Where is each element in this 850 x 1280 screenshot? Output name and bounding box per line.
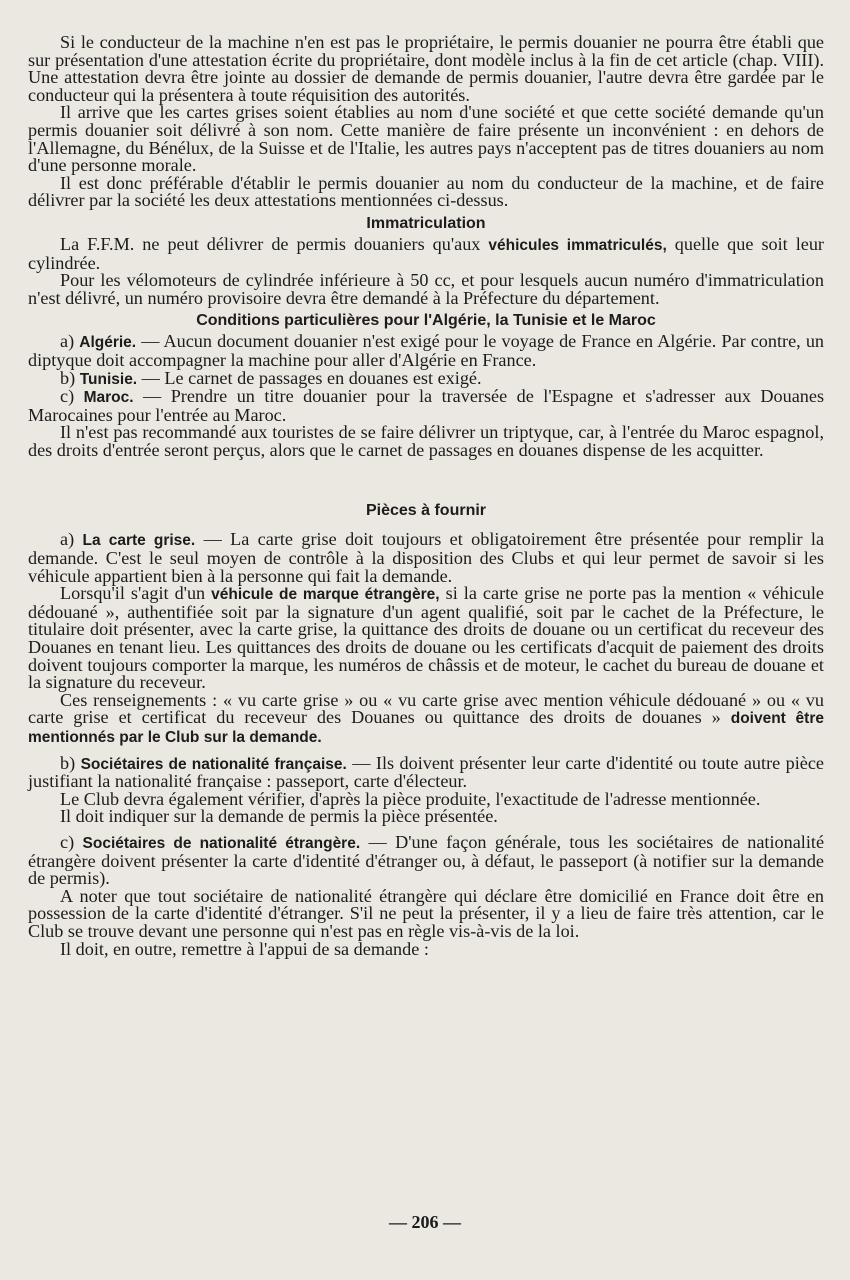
paragraph	[28, 585, 824, 692]
list-item	[28, 752, 824, 792]
paragraph	[28, 689, 824, 747]
item-label: b)	[60, 367, 76, 388]
bold-term: La carte grise.	[82, 532, 196, 550]
list-item	[28, 831, 825, 889]
paragraph: Il n'est pas recommandé aux touristes de se faire délivrer un triptyque, car, à l'entrée du Maroc espagnol, des droits d'entrée seront perçus, alors que le carnet de passages en douanes dispense de les acquitter.	[28, 422, 824, 460]
item-label: b)	[60, 752, 76, 773]
text-run: — La carte grise doit toujours et obligatoirement être présentée pour remplir la demande. C'est le seul moyen de contrôle à la disposition des Clubs et qui leur permet de savoir si les véhicule appartient bien à la personne qui fait la demande.	[28, 529, 825, 586]
bold-term: Sociétaires de nationalité française.	[80, 755, 347, 773]
text-run: La F.F.M. ne peut délivrer de permis douaniers qu'aux	[60, 233, 481, 254]
bold-term: Tunisie.	[79, 370, 138, 388]
text-run: — D'une façon générale, tous les sociétaires de nationalité étrangère doivent présenter la carte d'identité d'étranger ou, à défaut, le passeport (à notifier sur la demande de permis).	[28, 831, 825, 889]
paragraph: Il arrive que les cartes grises soient établies au nom d'une société et que cette société demande qu'un permis douanier soit délivré à son nom. Cette manière de faire présente un inconvénient : en dehors de l'Allemagne, du Bénélux, de la Suisse et de l'Italie, les autres pays n'acceptent pas de titres douaniers au nom d'une personne morale.	[28, 102, 824, 176]
bold-term: Algérie.	[79, 334, 137, 352]
paragraph: Pour les vélomoteurs de cylindrée inférieure à 50 cc, et pour lesquels aucun numéro d'immatriculation n'est délivré, un numéro provisoire devra être demandé à la Préfecture du département.	[28, 270, 824, 308]
text-run: quelle que soit leur cylindrée.	[28, 233, 824, 273]
section-heading-immatriculation: Immatriculation	[366, 214, 486, 232]
list-item	[28, 388, 824, 424]
paragraph: Il est donc préférable d'établir le permis douanier au nom du conducteur de la machine, et de faire délivrer par la société les deux attestations mentionnées ci-dessus.	[28, 172, 824, 211]
text-run: — Prendre un titre douanier pour la traversée de l'Espagne et s'adresser aux Douanes Marocaines pour l'entrée au Maroc.	[28, 386, 825, 425]
paragraph: A noter que tout sociétaire de nationalité étrangère qui déclare être domicilié en France doit être en possession de la carte d'identité d'étranger. S'il ne peut la présenter, il y a lieu de faire très attention, car le Club se trouve devant une personne qui n'est pas en règle vis-à-vis de la loi.	[28, 885, 824, 941]
text-run: — Le carnet de passages en douanes est exigé.	[141, 367, 482, 388]
bold-term: doivent être mentionnés par le Club sur la demande.	[28, 710, 824, 746]
bold-term: véhicule de marque étrangère,	[211, 586, 440, 604]
item-label: a)	[60, 331, 75, 352]
section-heading-pieces: Pièces à fournir	[365, 502, 487, 520]
paragraph: Il doit indiquer sur la demande de permis la pièce présentée.	[60, 806, 498, 827]
text-run: — Aucun document douanier n'est exigé pour le voyage de France en Algérie. Par contre, un diptyque doit accompagner la machine pour aller d'Algérie en France.	[28, 331, 825, 370]
paragraph: Si le conducteur de la machine n'en est pas le propriétaire, le permis douanier ne pourra être établi que sur présentation d'une attestation écrite du propriétaire, dont modèle inclus à la fin de cet article (chap. VIII). Une attestation devra être jointe au dossier de demande de permis douanier, l'autre devra être gardée par le conducteur qui la présentera à toute réquisition des autorités.	[28, 32, 824, 105]
bold-term: Maroc.	[83, 389, 134, 407]
text-run: Ces renseignements : « vu carte grise » ou « vu carte grise avec mention véhicule dédouané » ou « vu carte grise et certificat du receveur des Douanes ou quittance des droits de douanes »	[28, 689, 824, 728]
bold-term: véhicules immatriculés,	[488, 236, 667, 254]
section-heading-conditions: Conditions particulières pour l'Algérie, la Tunisie et le Maroc	[196, 312, 656, 330]
spacer	[28, 459, 824, 497]
page-number: — 206 —	[389, 1212, 461, 1232]
text-run: si la carte grise ne porte pas la mention « véhicule dédouané », authentifiée soit par la signature d'un agent qualifié, soit par le cachet de la Préfecture, le titulaire doit présenter, avec la carte grise, la quittance des droits de douane ou un certificat du receveur des Douanes en tenant lieu. Les quittances des droits de douane ou les certificats d'acquit de paiement des droits doivent toujours comporter la marque, les numéros de châssis et de moteur, le cachet du bureau de douane et la signature du receveur.	[28, 583, 825, 693]
text-column	[28, 34, 824, 958]
text-run: — Ils doivent présenter leur carte d'identité ou toute autre pièce justifiant la nationalité française : passeport, carte d'électeur.	[28, 752, 824, 792]
paragraph: Il doit, en outre, remettre à l'appui de sa demande :	[60, 938, 429, 959]
list-item	[28, 333, 824, 369]
list-item	[28, 531, 824, 585]
item-label: c)	[60, 386, 75, 407]
paragraph: Le Club devra également vérifier, d'après la pièce produite, l'exactitude de l'adresse mentionnée.	[60, 788, 761, 809]
item-label: a)	[60, 529, 75, 550]
text-run: Lorsqu'il s'agit d'un	[60, 583, 206, 604]
item-label: c)	[60, 831, 75, 852]
bold-term: Sociétaires de nationalité étrangère.	[82, 834, 361, 852]
paragraph	[28, 233, 824, 273]
